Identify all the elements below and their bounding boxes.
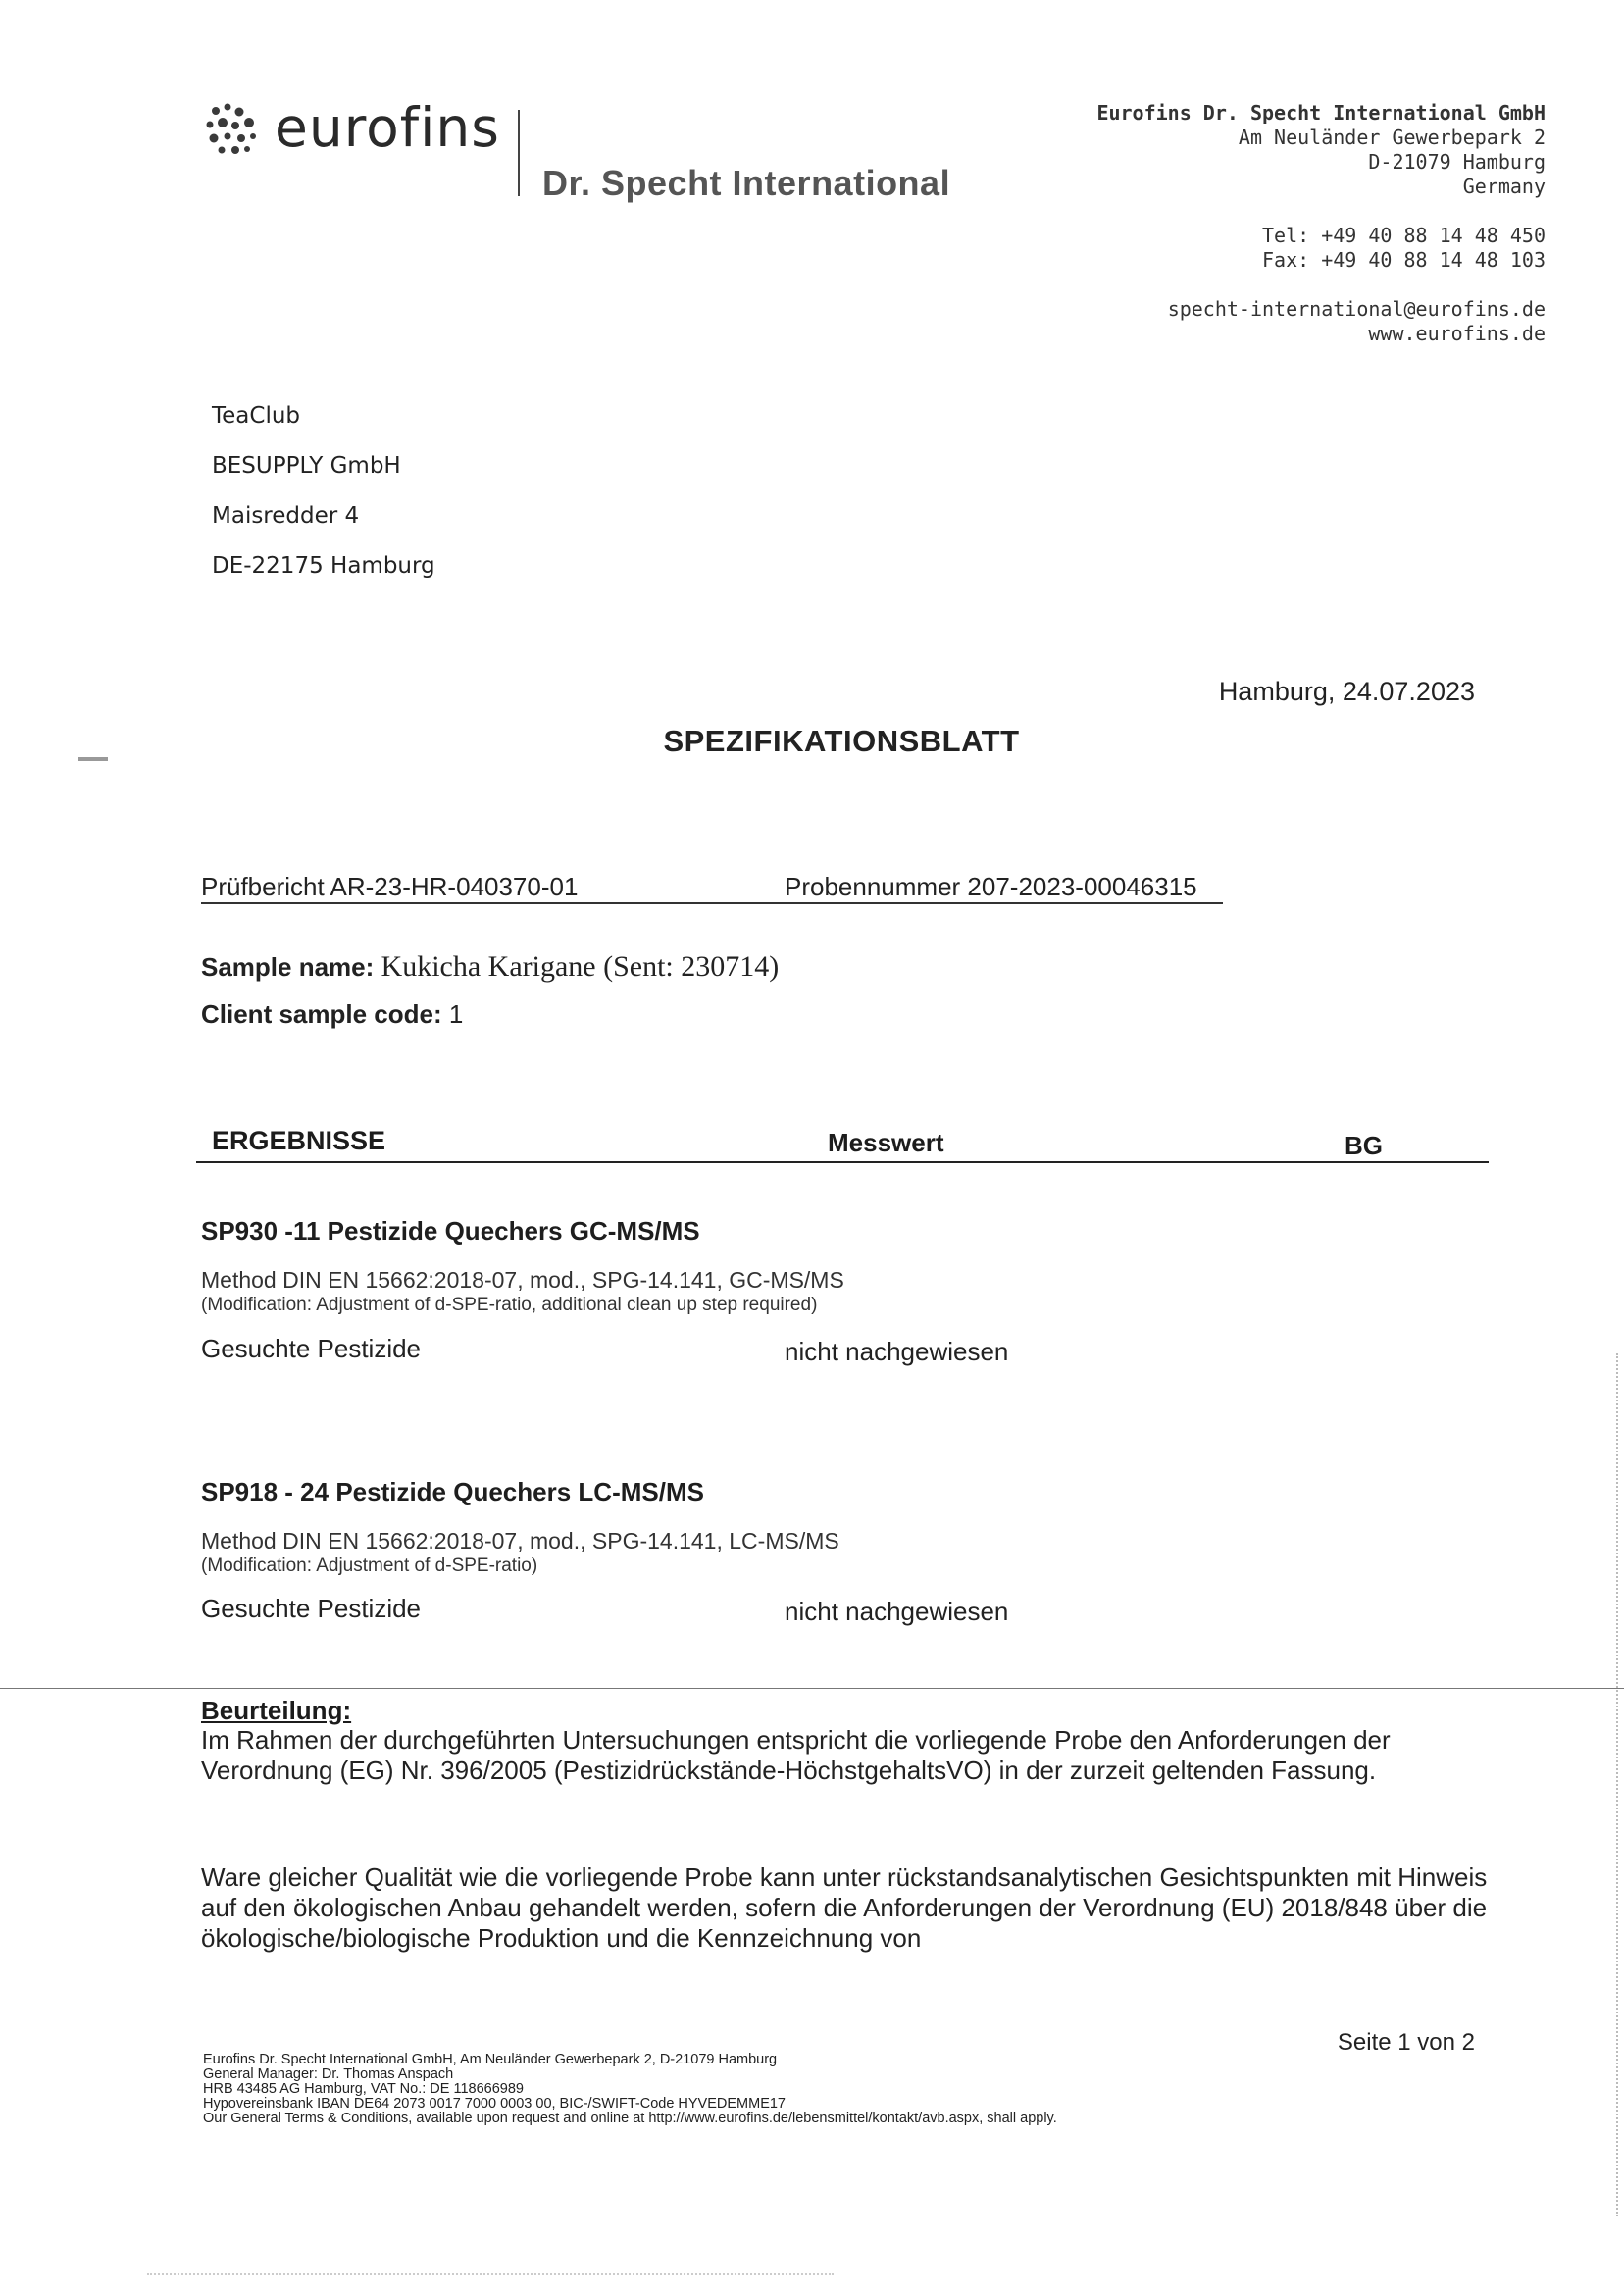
lab-phone: Tel: +49 40 88 14 48 450 bbox=[1262, 224, 1546, 247]
eurofins-logo-dots-icon bbox=[204, 101, 261, 158]
footer-line: Hypovereinsbank IBAN DE64 2073 0017 7000 0003 00, BIC-/SWIFT-Code HYVEDEMME17 bbox=[203, 2096, 786, 2112]
test-result: nicht nachgewiesen bbox=[785, 1597, 1009, 1626]
test-method: Method DIN EN 15662:2018-07, mod., SPG-14.141, GC-MS/MS bbox=[201, 1267, 844, 1293]
assessment-label: Beurteilung: bbox=[201, 1696, 352, 1725]
lab-email: specht-international@eurofins.de bbox=[1167, 297, 1546, 321]
client-sample-code bbox=[201, 999, 463, 1030]
recipient-line: DE-22175 Hamburg bbox=[212, 553, 435, 579]
sample-name-label: Sample name: bbox=[201, 952, 375, 982]
footer-line: HRB 43485 AG Hamburg, VAT No.: DE 118666989 bbox=[203, 2081, 524, 2097]
client-code-value: 1 bbox=[448, 999, 464, 1029]
document-date: Hamburg, 24.07.2023 bbox=[1218, 677, 1475, 706]
recipient-line: TeaClub bbox=[212, 403, 301, 429]
lab-street: Am Neuländer Gewerbepark 2 bbox=[1238, 126, 1546, 149]
report-number: Prüfbericht AR-23-HR-040370-01 bbox=[201, 872, 579, 901]
sample-name bbox=[201, 950, 779, 984]
client-code-label: Client sample code: bbox=[201, 999, 442, 1029]
lab-contact-block bbox=[1262, 224, 1546, 273]
recipient-line: BESUPPLY GmbH bbox=[212, 453, 401, 479]
assessment-paragraph: Im Rahmen der durchgeführten Untersuchungen entspricht die vorliegende Probe den Anforderungen der Verordnung (EG) Nr. 396/2005 (Pestizidrückstände-HöchstgehaltsVO) in der zurzeit geltenden Fassung. bbox=[201, 1725, 1391, 1785]
lab-web-block bbox=[1168, 297, 1546, 346]
logo-wordmark: eurofins bbox=[275, 96, 500, 159]
page-number: Seite 1 von 2 bbox=[1337, 2029, 1475, 2056]
lab-country: Germany bbox=[1462, 175, 1546, 198]
scan-edge-artifact bbox=[1614, 1353, 1618, 2216]
test-modification: (Modification: Adjustment of d-SPE-ratio, additional clean up step required) bbox=[201, 1295, 818, 1315]
footer-line: Eurofins Dr. Specht International GmbH, Am Neuländer Gewerbepark 2, D-21079 Hamburg bbox=[203, 2052, 778, 2067]
lab-website: www.eurofins.de bbox=[1368, 322, 1546, 345]
results-header-bg: BG bbox=[1345, 1131, 1383, 1160]
assessment-paragraph: Ware gleicher Qualität wie die vorliegende Probe kann unter rückstandsanalytischen Gesichtspunkten mit Hinweis auf den ökologischen Anbau gehandelt werden, sofern die Anforderungen der Verordnung (EU) 2018/848 über die ökologische/biologische Produktion und die Kennzeichnung von bbox=[201, 1862, 1488, 1953]
scan-artifact bbox=[78, 757, 108, 761]
document-title: SPEZIFIKATIONSBLATT bbox=[663, 724, 1020, 758]
company-footer bbox=[203, 2053, 1057, 2126]
lab-address-block bbox=[1096, 101, 1546, 199]
test-parameter: Gesuchte Pestizide bbox=[201, 1334, 422, 1363]
results-header-messwert: Messwert bbox=[828, 1128, 944, 1157]
footer-line: General Manager: Dr. Thomas Anspach bbox=[203, 2066, 454, 2082]
lab-city: D-21079 Hamburg bbox=[1368, 150, 1546, 174]
recipient-address bbox=[212, 391, 435, 591]
test-modification: (Modification: Adjustment of d-SPE-ratio) bbox=[201, 1555, 538, 1576]
sample-name-value: Kukicha Karigane (Sent: 230714) bbox=[381, 950, 780, 983]
footer-line: Our General Terms & Conditions, available upon request and online at http://www.eurofins.de/lebensmittel/kontakt/avb.aspx, shall apply. bbox=[203, 2111, 1057, 2126]
sample-number: Probennummer 207-2023-00046315 bbox=[785, 872, 1197, 901]
report-underline bbox=[201, 902, 1223, 904]
results-header-rule bbox=[196, 1161, 1489, 1163]
test-title: SP930 -11 Pestizide Quechers GC-MS/MS bbox=[201, 1216, 700, 1246]
lab-fax: Fax: +49 40 88 14 48 103 bbox=[1262, 248, 1546, 272]
logo-subtitle: Dr. Specht International bbox=[542, 163, 951, 203]
section-separator bbox=[0, 1688, 1624, 1689]
scan-bottom-artifact bbox=[147, 2273, 834, 2277]
test-result: nicht nachgewiesen bbox=[785, 1337, 1009, 1366]
logo-divider bbox=[518, 110, 520, 196]
test-parameter: Gesuchte Pestizide bbox=[201, 1594, 422, 1623]
recipient-line: Maisredder 4 bbox=[212, 503, 360, 529]
test-title: SP918 - 24 Pestizide Quechers LC-MS/MS bbox=[201, 1477, 704, 1506]
test-method: Method DIN EN 15662:2018-07, mod., SPG-14.141, LC-MS/MS bbox=[201, 1528, 839, 1553]
results-header-ergebnisse: ERGEBNISSE bbox=[212, 1126, 386, 1155]
lab-name: Eurofins Dr. Specht International GmbH bbox=[1096, 101, 1546, 125]
